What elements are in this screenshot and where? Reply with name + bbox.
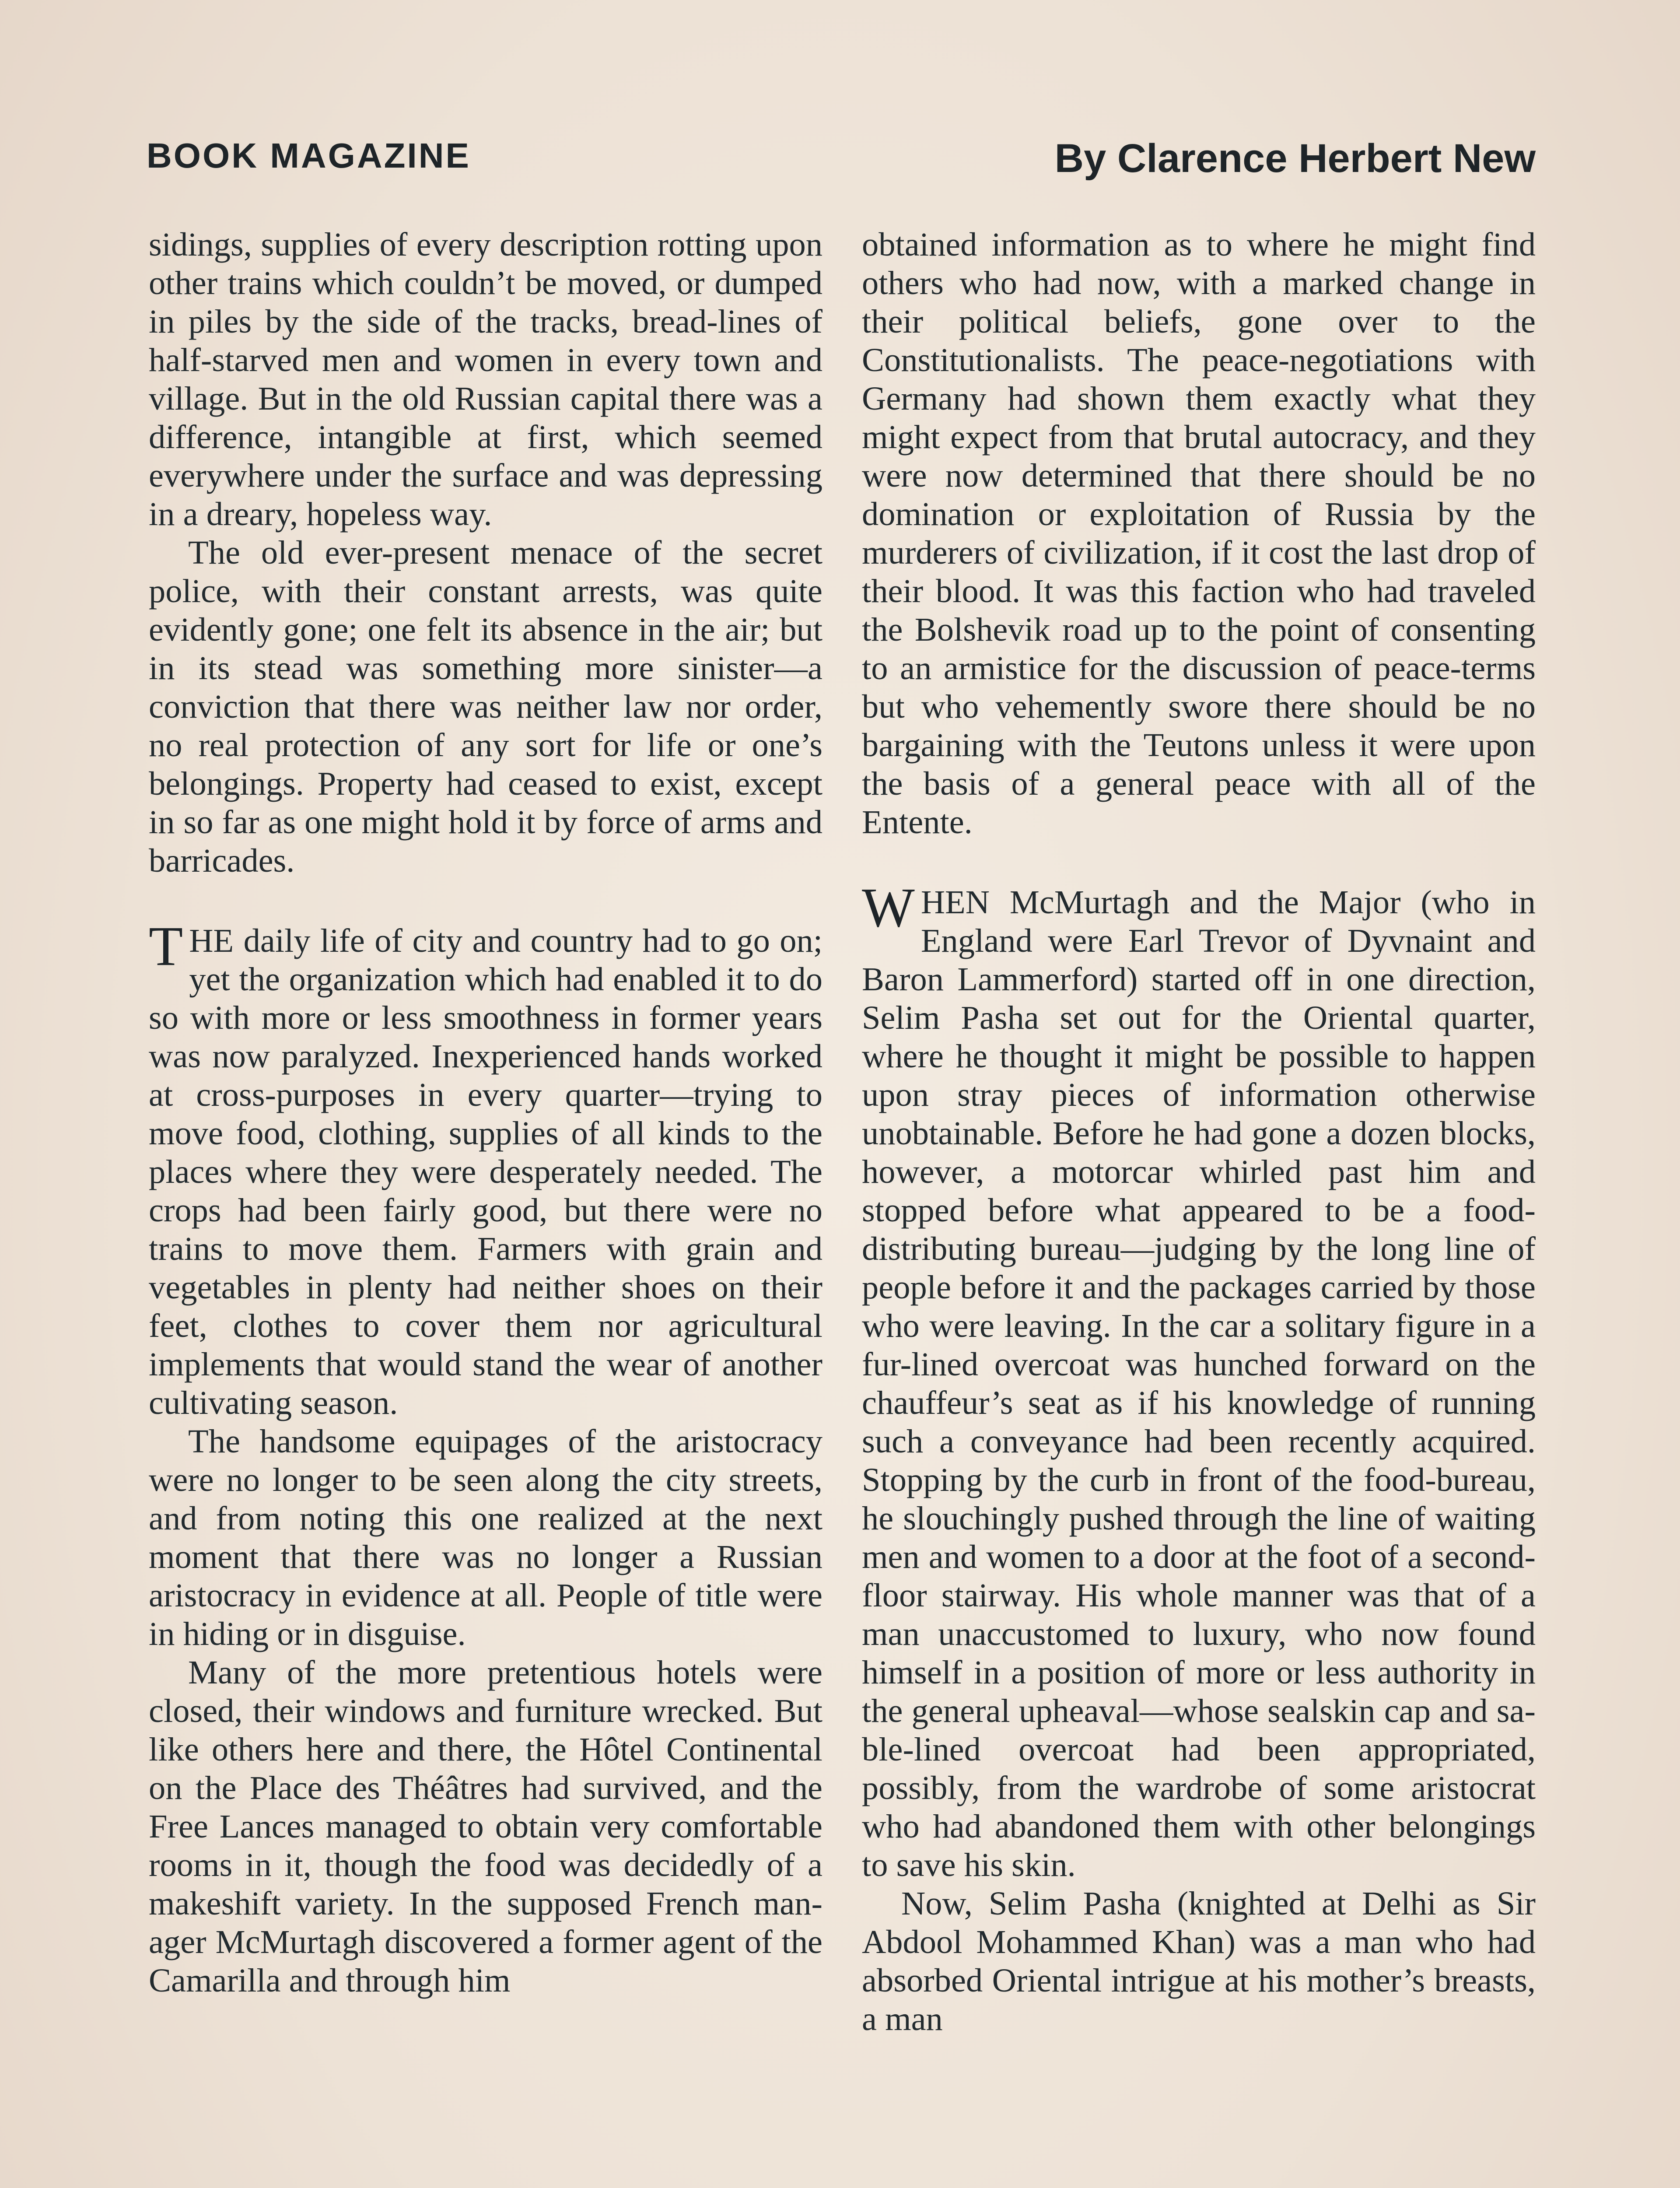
author-byline: By Clarence Herbert New [1054, 136, 1536, 181]
section-paragraph [149, 915, 822, 1422]
paragraph: sidings, supplies of every description rotting upon other trains which couldn’t be moved, or dumped in piles by the side of the tracks, bread-lines of half-starved men and women in every town and village. But in the old Russian capital there was a difference, intangible at first, which seemed everywhere under the surface and was depressing in a dreary, hopeless way. [149, 226, 822, 533]
section-paragraph [862, 877, 1536, 1884]
drop-cap: T [149, 915, 183, 977]
magazine-title: BOOK MAGAZINE [147, 136, 471, 175]
paragraph: Now, Selim Pasha (knighted at Delhi as Sir Abdool Mohammed Khan) was a man who had absorbed Oriental intrigue at his mother’s breasts, a man [862, 1885, 1536, 2037]
paragraph: The handsome equipages of the aristocracy were no longer to be seen along the city streets, and from noting this one realized at the next moment that there was no longer a Russian aristocracy in evidence at all. People of title were in hiding or in disguise. [149, 1423, 822, 1652]
paragraph-text: HE daily life of city and country had to go on; yet the organization which had enabled it to do so with more or less smoothness in former years was now paralyzed. Inexperienced hands worked at cross-purposes in every quarter—trying to move food, clothing, supplies of all kinds to the places where they were desperately needed. The crops had been fairly good, but there were no trains to move them. Farmers with grain and vegetables in plenty had neither shoes on their feet, clothes to cover them nor agricultural implements that would stand the wear of another cultivating season. [149, 922, 822, 1421]
left-column [149, 225, 822, 2000]
paragraph: Many of the more pretentious hotels were closed, their windows and furniture wrecked. But like others here and there, the Hôtel Continental on the Place des Théâtres had survived, and the Free Lances managed to obtain very comfortable rooms in it, though the food was decidedly of a makeshift variety. In the supposed French manager McMurtagh discovered a former agent of the Camarilla and through him [149, 1654, 822, 1999]
paragraph: obtained information as to where he might find others who had now, with a marked change in their political beliefs, gone over to the Constitutionalists. The peace-negotiations with Germany had shown them exactly what they might expect from that brutal autocracy, and they were now determined that there should be no domination or exploitation of Russia by the murderers of civilization, if it cost the last drop of their blood. It was this faction who had traveled the Bolshevik road up to the point of consenting to an armistice for the discussion of peace-terms but who vehemently swore there should be no bargaining with the Teutons unless it were upon the basis of a general peace with all of the Entente. [862, 226, 1536, 841]
paragraph: The old ever-present menace of the secret police, with their constant arrests, was quite evidently gone; one felt its absence in the air; but in its stead was something more sinister—a conviction that there was neither law nor order, no real protection of any sort for life or one’s belongings. Property had ceased to exist, except in so far as one might hold it by force of arms and barricades. [149, 534, 822, 879]
drop-cap: W [862, 877, 915, 939]
right-column [862, 225, 1536, 2038]
running-header [147, 127, 1536, 193]
paragraph-text: HEN McMurtagh and the Major (who in England were Earl Trevor of Dyvnaint and Baron Lammerford) started off in one direction, Selim Pasha set out for the Oriental quarter, where he thought it might be possible to happen upon stray pieces of information otherwise unobtainable. Before he had gone a dozen blocks, however, a motorcar whirled past him and stopped before what appeared to be a food-distributing bureau—judging by the long line of people before it and the packages carried by those who were leaving. In the car a solitary figure in a fur-lined overcoat was hunched forward on the chauffeur’s seat as if his knowledge of running such a conveyance had been recently acquired. Stopping by the curb in front of the food-bureau, he slouchingly pushed through the line of waiting men and women to a door at the foot of a second-floor stairway. His whole manner was that of a man unaccustomed to luxury, who now found himself in a position of more or less authority in the general upheaval—whose sealskin cap and sable-lined overcoat had been appropriated, possibly, from the wardrobe of some aristocrat who had abandoned them with other belongings to save his skin. [862, 884, 1536, 1883]
